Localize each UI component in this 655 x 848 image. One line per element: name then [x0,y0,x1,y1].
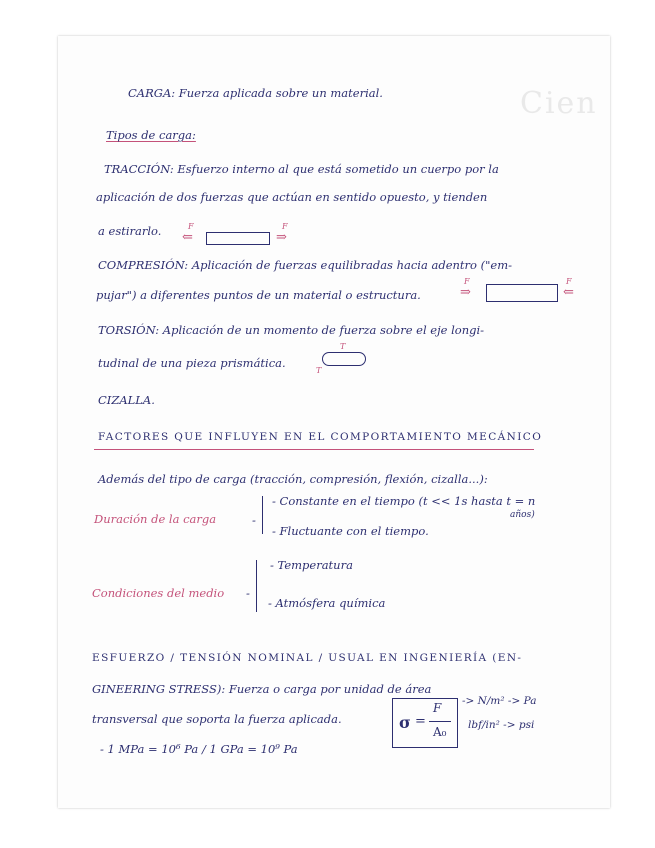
duracion-item-1: - Constante en el tiempo (t << 1s hasta t = n [272,494,536,508]
condiciones-item-2: - Atmósfera química [268,596,386,610]
duracion-label: Duración de la carga [94,512,217,526]
force-label: F [566,277,572,286]
right-arrow-icon: ⇒ [276,230,287,245]
formula-denominator: A₀ [433,725,447,739]
formula-equals: = [415,714,426,729]
duracion-brace [262,496,263,534]
formula-unit-note-2: lbf/in² -> psi [468,719,535,731]
compression-bar-diagram [486,284,558,302]
traction-bar-diagram [206,232,270,245]
condiciones-label: Condiciones del medio [92,586,225,600]
force-label: F [188,222,194,231]
torsion-cylinder-diagram [322,352,366,366]
factores-underline [94,449,534,450]
left-arrow-icon: ⇐ [182,230,193,245]
condiciones-dash: - [246,586,250,600]
left-arrow-icon: ⇐ [563,285,574,300]
cizalla-label: CIZALLA. [98,393,155,407]
traccion-line-3: a estirarlo. [98,224,162,238]
duracion-item-1-suffix: años) [510,510,535,520]
tipos-heading: Tipos de carga: [106,128,196,142]
formula-unit-note-1: -> N/m² -> Pa [462,695,537,707]
factores-heading: FACTORES QUE INFLUYEN EN EL COMPORTAMIENTO MECÁNICO [98,431,543,443]
bleed-through-text: Cien [520,86,598,121]
condiciones-brace [256,560,257,612]
force-label: F [282,222,288,231]
carga-definition: CARGA: Fuerza aplicada sobre un material. [128,86,383,100]
formula-sigma: σ [399,713,411,732]
esfuerzo-line-3: transversal que soporta la fuerza aplicada. [92,712,342,726]
stress-formula-box [392,698,458,748]
force-label: F [464,277,470,286]
torsion-line-2: tudinal de una pieza prismática. [98,356,286,370]
compresion-line-1: COMPRESIÓN: Aplicación de fuerzas equilibradas hacia adentro ("em- [98,258,512,272]
units-line: - 1 MPa = 10⁶ Pa / 1 GPa = 10⁹ Pa [100,742,298,756]
torque-label: T [316,366,322,375]
esfuerzo-line-1: ESFUERZO / TENSIÓN NOMINAL / USUAL EN INGENIERÍA (EN- [92,652,523,664]
right-arrow-icon: ⇒ [460,285,471,300]
formula-fraction-bar [429,721,451,722]
ademas-line: Además del tipo de carga (tracción, compresión, flexión, cizalla...): [98,472,488,486]
traccion-line-1: TRACCIÓN: Esfuerzo interno al que está sometido un cuerpo por la [104,162,499,176]
traccion-line-2: aplicación de dos fuerzas que actúan en sentido opuesto, y tienden [96,190,488,204]
compresion-line-2: pujar") a diferentes puntos de un material o estructura. [96,288,421,302]
torque-label: T [340,342,346,351]
formula-numerator: F [433,701,442,715]
torsion-line-1: TORSIÓN: Aplicación de un momento de fuerza sobre el eje longi- [98,323,485,337]
condiciones-item-1: - Temperatura [270,558,353,572]
esfuerzo-line-2: GINEERING STRESS): Fuerza o carga por unidad de área [92,682,432,696]
duracion-dash: - [252,513,256,527]
duracion-item-2: - Fluctuante con el tiempo. [272,524,429,538]
